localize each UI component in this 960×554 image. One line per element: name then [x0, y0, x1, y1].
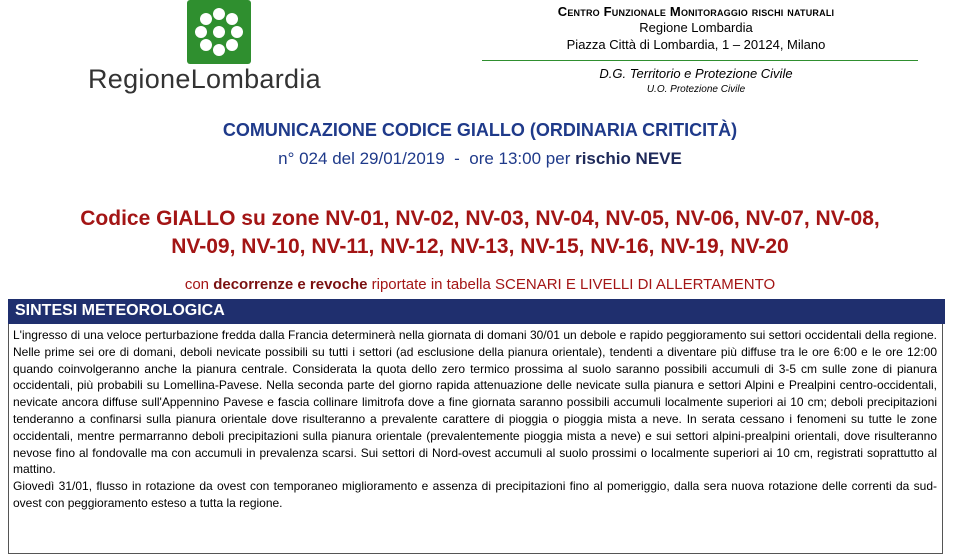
lombardy-rose-icon — [187, 0, 251, 64]
address: Piazza Città di Lombardia, 1 – 20124, Milano — [566, 37, 826, 52]
uo-line: U.O. Protezione Civile — [646, 84, 746, 95]
communication-subtitle: n° 024 del 29/01/2019 - ore 13:00 per rischio NEVE — [278, 149, 682, 168]
communication-title: COMUNICAZIONE CODICE GIALLO (ORDINARIA CRITICITÀ) — [222, 120, 738, 140]
codice-giallo-zones — [0, 205, 960, 261]
header-divider — [482, 60, 918, 61]
sintesi-heading: SINTESI METEOROLOGICA — [15, 302, 225, 319]
sintesi-paragraph-2: Giovedì 31/01, flusso in rotazione da ovest con temporaneo miglioramento e assenza di precipitazioni fino al pomeriggio, dalla sera nuova rotazione delle correnti da sud-ovest con peggioramento esteso a tutta la regione. — [13, 479, 937, 510]
region-name: Regione Lombardia — [639, 20, 753, 35]
sintesi-text — [13, 327, 937, 512]
dg-line: D.G. Territorio e Protezione Civile — [599, 66, 793, 81]
header-centre-info — [470, 4, 922, 53]
centre-title: Centro Funzionale Monitoraggio rischi naturali — [557, 4, 835, 19]
risk-type: rischio NEVE — [575, 149, 682, 168]
decorrenze-note: con decorrenze e revoche riportate in tabella SCENARI E LIVELLI DI ALLERTAMENTO — [184, 276, 776, 293]
sintesi-paragraph-1: L'ingresso di una veloce perturbazione fredda dalla Francia determinerà nella giornata di domani 30/01 un debole e rapido peggioramento sui settori occidentali della regione. Nelle prime sei ore di domani, deboli nevicate possibili su tutti i settori (ad esclusione della pianura orientale), tendenti a diventare più diffuse tra le ore 6:00 e le ore 12:00 quando coinvolgeranno anche la pianura centrale. Considerata la quota dello zero termico prossima al suolo saranno possibili accumuli di 3-5 cm sulle zone di pianura occidentali, più probabili su Lomellina-Pavese. Nella seconda parte del giorno rapida attenuazione delle nevicate sulla pianura e settori Alpini e Prealpini centro-occidentali, nevicate ancora diffuse sull'Appennino Pavese e fascia collinare limitrofa dove a fine giornata saranno possibili accumuli localmente superiori ai 10 cm; deboli precipitazioni tenderanno a confinarsi sulla pianura orientale dove risulteranno a prevalente carattere di pioggia o pioggia mista a neve. In serata cessano i fenomeni su tutte le zone occidentali, mentre permarranno deboli precipitazioni sulla pianura orientale (prevalentemente pioggia mista a neve) e sui settori alpini-prealpini orientali, dove risulteranno nevose fino al fondovalle ma con accumuli in prevalenza scarsi. Sui settori di Nord-ovest accumuli al suolo prossimi o localmente superiori ai 10 cm, registrati soprattutto al mattino. — [13, 328, 937, 477]
regione-lombardia-logo — [88, 0, 350, 100]
logo-text: RegioneLombardia — [88, 64, 321, 94]
codice-line-1: Codice GIALLO su zone NV-01, NV-02, NV-03, NV-04, NV-05, NV-06, NV-07, NV-08, — [80, 207, 880, 230]
codice-line-2: NV-09, NV-10, NV-11, NV-12, NV-13, NV-15, NV-16, NV-19, NV-20 — [171, 235, 789, 258]
sintesi-heading-bar — [8, 299, 945, 324]
